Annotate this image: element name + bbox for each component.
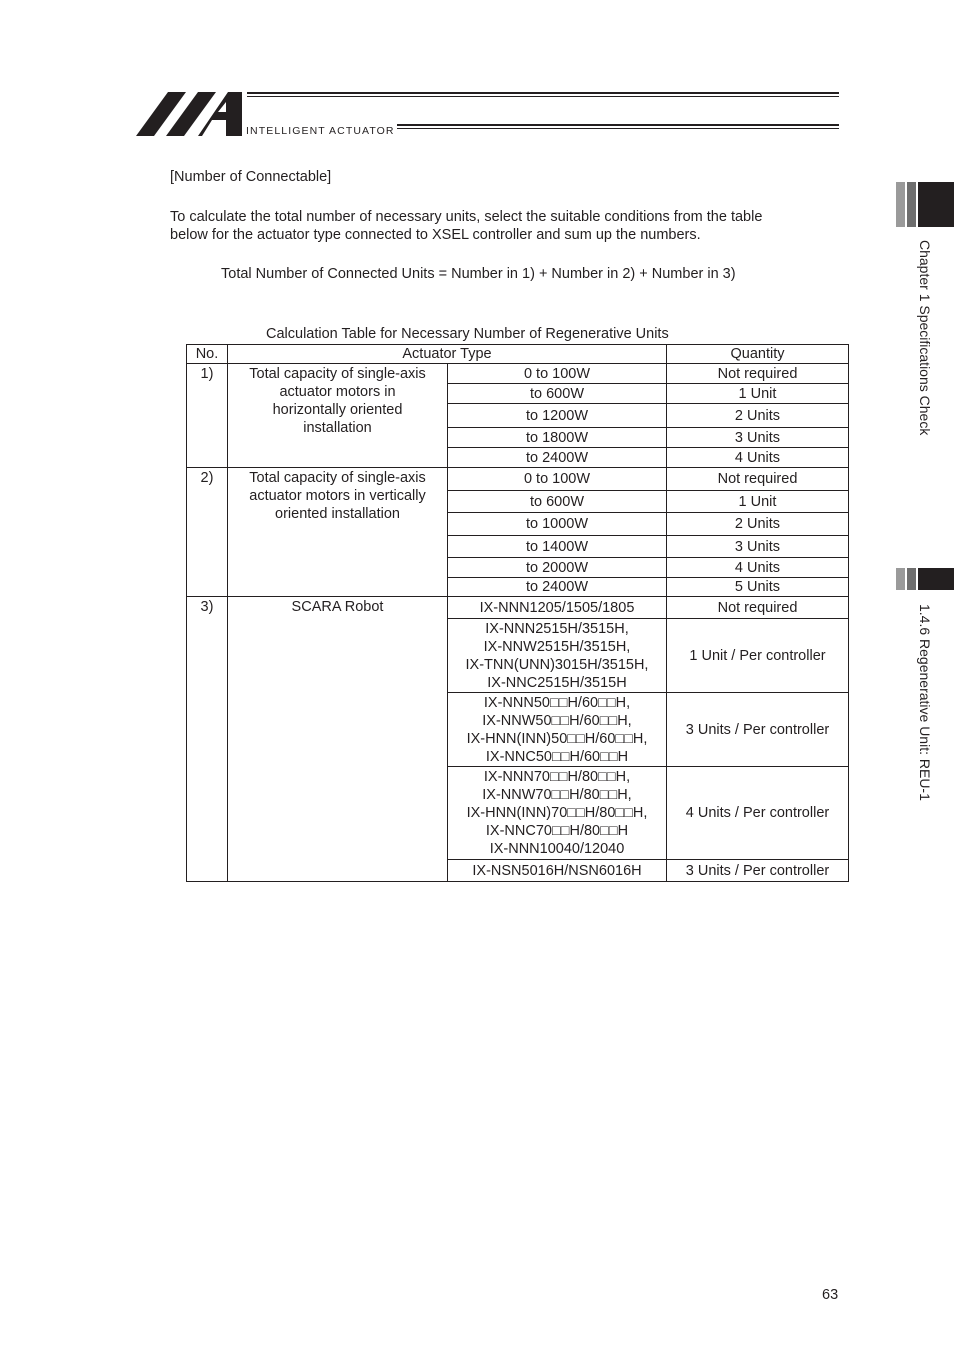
description-line: actuator motors in vertically	[249, 488, 426, 504]
type-line: IX-NNN10040/12040	[489, 841, 625, 857]
description-line: SCARA Robot	[291, 599, 384, 615]
group-no: 2)	[187, 468, 228, 597]
quantity-cell: 5 Units	[667, 578, 849, 597]
quantity-cell: 4 Units	[667, 558, 849, 578]
quantity-cell: 1 Unit / Per controller	[667, 619, 849, 693]
table-row	[187, 364, 849, 384]
header-no: No.	[187, 345, 228, 364]
chapter-tab-gray-1	[896, 182, 905, 227]
type-cell: IX-NNN1205/1505/1805	[448, 597, 667, 619]
type-line: IX-NNW2515H/3515H,	[483, 638, 631, 655]
group-no: 1)	[187, 364, 228, 468]
section-tab-label: 1.4.6 Regenerative Unit: REU-1	[917, 604, 933, 801]
type-line: IX-NNW50□□H/60□□H,	[482, 712, 632, 729]
table-row	[187, 468, 849, 491]
table-header-row	[187, 345, 849, 364]
quantity-cell: 2 Units	[667, 513, 849, 536]
chapter-tab-label: Chapter 1 Specifications Check	[917, 240, 933, 436]
type-line: IX-HNN(INN)50□□H/60□□H,	[466, 730, 648, 747]
quantity-cell: 1 Unit	[667, 491, 849, 513]
type-cell: to 1200W	[448, 404, 667, 428]
type-cell: to 2000W	[448, 558, 667, 578]
type-cell: to 600W	[448, 384, 667, 404]
type-cell: IX-NSN5016H/NSN6016H	[448, 860, 667, 882]
section-tab-gray-2	[907, 568, 916, 590]
logo-text: INTELLIGENT ACTUATOR	[246, 125, 395, 137]
quantity-cell: 4 Units	[667, 448, 849, 468]
section-tab-gray-1	[896, 568, 905, 590]
type-line: IX-NNC2515H/3515H	[487, 674, 627, 691]
section-tab-dark	[918, 568, 954, 590]
header-rule-bottom-1	[397, 124, 839, 126]
header-actuator-type: Actuator Type	[228, 345, 667, 364]
header-rule-top-2	[247, 96, 839, 97]
quantity-cell: 3 Units	[667, 428, 849, 448]
table-caption: Calculation Table for Necessary Number of Regenerative Units	[266, 326, 669, 342]
header-rule-top-1	[247, 92, 839, 94]
type-cell: to 2400W	[448, 448, 667, 468]
description-line: horizontally oriented	[272, 402, 403, 418]
table-row	[187, 597, 849, 619]
section-subtitle: [Number of Connectable]	[170, 169, 332, 185]
header-quantity: Quantity	[667, 345, 849, 364]
quantity-cell: 3 Units / Per controller	[667, 860, 849, 882]
type-line: IX-NNN50□□H/60□□H,	[483, 694, 631, 711]
type-cell: 0 to 100W	[448, 468, 667, 491]
quantity-cell: 1 Unit	[667, 384, 849, 404]
quantity-cell: Not required	[667, 364, 849, 384]
description-line: oriented installation	[275, 506, 400, 522]
type-line: IX-HNN(INN)70□□H/80□□H,	[466, 805, 648, 821]
quantity-cell: 3 Units / Per controller	[667, 693, 849, 767]
group-description	[228, 364, 448, 468]
group-description	[228, 468, 448, 597]
group-description	[228, 597, 448, 882]
type-cell: to 1800W	[448, 428, 667, 448]
type-line: IX-NNW70□□H/80□□H,	[482, 787, 632, 803]
quantity-cell: 3 Units	[667, 536, 849, 558]
quantity-cell: 4 Units / Per controller	[667, 767, 849, 860]
quantity-cell: Not required	[667, 468, 849, 491]
header-rule-bottom-2	[397, 128, 839, 129]
description-line: Total capacity of single-axis	[249, 366, 426, 382]
type-cell: to 2400W	[448, 578, 667, 597]
page-number: 63	[822, 1287, 839, 1303]
group-no: 3)	[187, 597, 228, 882]
type-cell: to 600W	[448, 491, 667, 513]
chapter-tab-gray-2	[907, 182, 916, 227]
chapter-tab-dark	[918, 182, 954, 227]
description-line: actuator motors in	[279, 384, 396, 400]
type-line: IX-NNN2515H/3515H,	[485, 620, 629, 637]
type-cell	[448, 619, 667, 693]
type-cell: to 1400W	[448, 536, 667, 558]
intro-paragraph-line-1: To calculate the total number of necessary units, select the suitable conditions from the table	[170, 209, 763, 225]
type-line: IX-NNC70□□H/80□□H	[485, 823, 629, 839]
regenerative-units-table	[186, 344, 849, 882]
intro-paragraph-line-2: below for the actuator type connected to XSEL controller and sum up the numbers.	[170, 227, 701, 243]
type-line: IX-NNN70□□H/80□□H,	[483, 769, 631, 785]
type-cell	[448, 693, 667, 767]
formula: Total Number of Connected Units = Number in 1) + Number in 2) + Number in 3)	[221, 266, 736, 282]
type-line: IX-TNN(UNN)3015H/3515H,	[465, 656, 649, 673]
quantity-cell: Not required	[667, 597, 849, 619]
description-line: installation	[303, 420, 372, 436]
type-line: IX-NNC50□□H/60□□H	[485, 748, 629, 765]
quantity-cell: 2 Units	[667, 404, 849, 428]
type-cell	[448, 767, 667, 860]
type-cell: to 1000W	[448, 513, 667, 536]
iai-logo	[136, 90, 244, 136]
type-cell: 0 to 100W	[448, 364, 667, 384]
description-line: Total capacity of single-axis	[249, 470, 426, 486]
